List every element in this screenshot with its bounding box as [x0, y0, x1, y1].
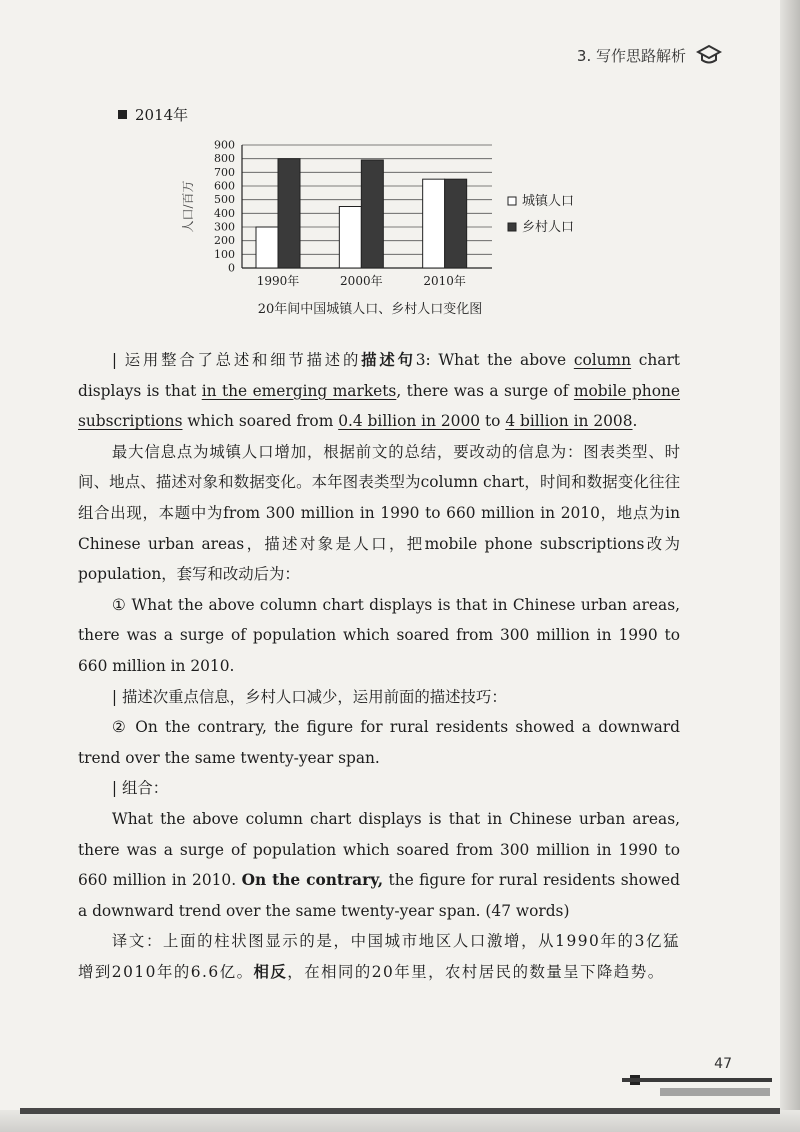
chart-title: 20年间中国城镇人口、乡村人口变化图 [257, 302, 483, 317]
paragraph-7: What the above column chart displays is that in Chinese urban areas, there was a surge of population which soared from 300 million in 1990 to 660 million in 2010. On the contrary, the figure for rural residents showed a downward trend over the same twenty-year span. (47 words) [78, 809, 680, 920]
y-tick-label: 500 [214, 193, 235, 207]
y-tick-label: 600 [214, 179, 235, 193]
running-header [577, 44, 722, 66]
footer-rule-shadow [660, 1088, 770, 1096]
paragraph-3: ① What the above column chart displays is that in Chinese urban areas, there was a surge of population which soared from 300 million in 1990 to 660 million in 2010. [78, 595, 680, 675]
rural-bar [278, 159, 300, 268]
y-tick-label: 700 [214, 165, 235, 179]
urban-bar [423, 179, 445, 268]
y-tick-label: 100 [214, 247, 235, 261]
square-bullet-icon [118, 110, 127, 119]
rural-bar [445, 179, 467, 268]
y-tick-label: 900 [214, 138, 235, 152]
y-tick-label: 300 [214, 220, 235, 234]
body-text [78, 345, 680, 987]
section-title: 3. 写作思路解析 [576, 46, 686, 65]
paragraph-5: ② On the contrary, the figure for rural residents showed a downward trend over the same twenty-year span. [78, 718, 680, 767]
legend-label: 城镇人口 [522, 194, 575, 209]
urban-bar [256, 227, 278, 268]
legend-swatch [508, 197, 516, 205]
page-edge-right [780, 0, 800, 1132]
graduation-cap-icon [696, 44, 722, 66]
year-label: 2014年 [135, 106, 189, 124]
x-tick-label: 2010年 [423, 274, 466, 288]
paragraph-4: | 描述次重点信息，乡村人口减少，运用前面的描述技巧： [111, 687, 507, 706]
legend-swatch [508, 223, 516, 231]
x-tick-label: 1990年 [256, 274, 300, 288]
y-tick-label: 400 [214, 206, 235, 220]
urban-bar [339, 207, 361, 269]
x-tick-label: 2000年 [340, 274, 383, 288]
y-tick-label: 800 [214, 152, 235, 166]
section-year [118, 104, 188, 125]
paragraph-1: | 运用整合了总述和细节描述的描述句3: What the above column chart displays is that in the emerging markets, there was a surge of mobile phone subscriptions which soared from 0.4 billion in 2000 to 4 billion in 2008. [78, 351, 680, 431]
page-number: 47 [714, 1056, 732, 1072]
page-shadow [20, 1108, 780, 1114]
footer-rule [622, 1078, 772, 1082]
legend-label: 乡村人口 [522, 220, 575, 235]
translation-paragraph: 译文：上面的柱状图显示的是，中国城市地区人口激增，从1990年的3亿猛增到2010年的6.6亿。相反，在相同的20年里，农村居民的数量呈下降趋势。 [78, 932, 680, 981]
population-chart [170, 135, 620, 320]
rural-bar [361, 160, 383, 268]
paragraph-6: | 组合： [111, 779, 169, 798]
y-axis-label: 人口/百万 [181, 180, 195, 233]
y-tick-label: 0 [228, 261, 235, 275]
y-tick-label: 200 [214, 234, 235, 248]
paragraph-2: 最大信息点为城镇人口增加，根据前文的总结，要改动的信息为：图表类型、时间、地点、描述对象和数据变化。本年图表类型为column chart，时间和数据变化往往组合出现，本题中为from 300 million in 1990 to 660 million in 2010，地点为in Chinese urban areas，描述对象是人口，把mobile phone subscriptions改为population，套写和改动后为： [78, 442, 680, 584]
